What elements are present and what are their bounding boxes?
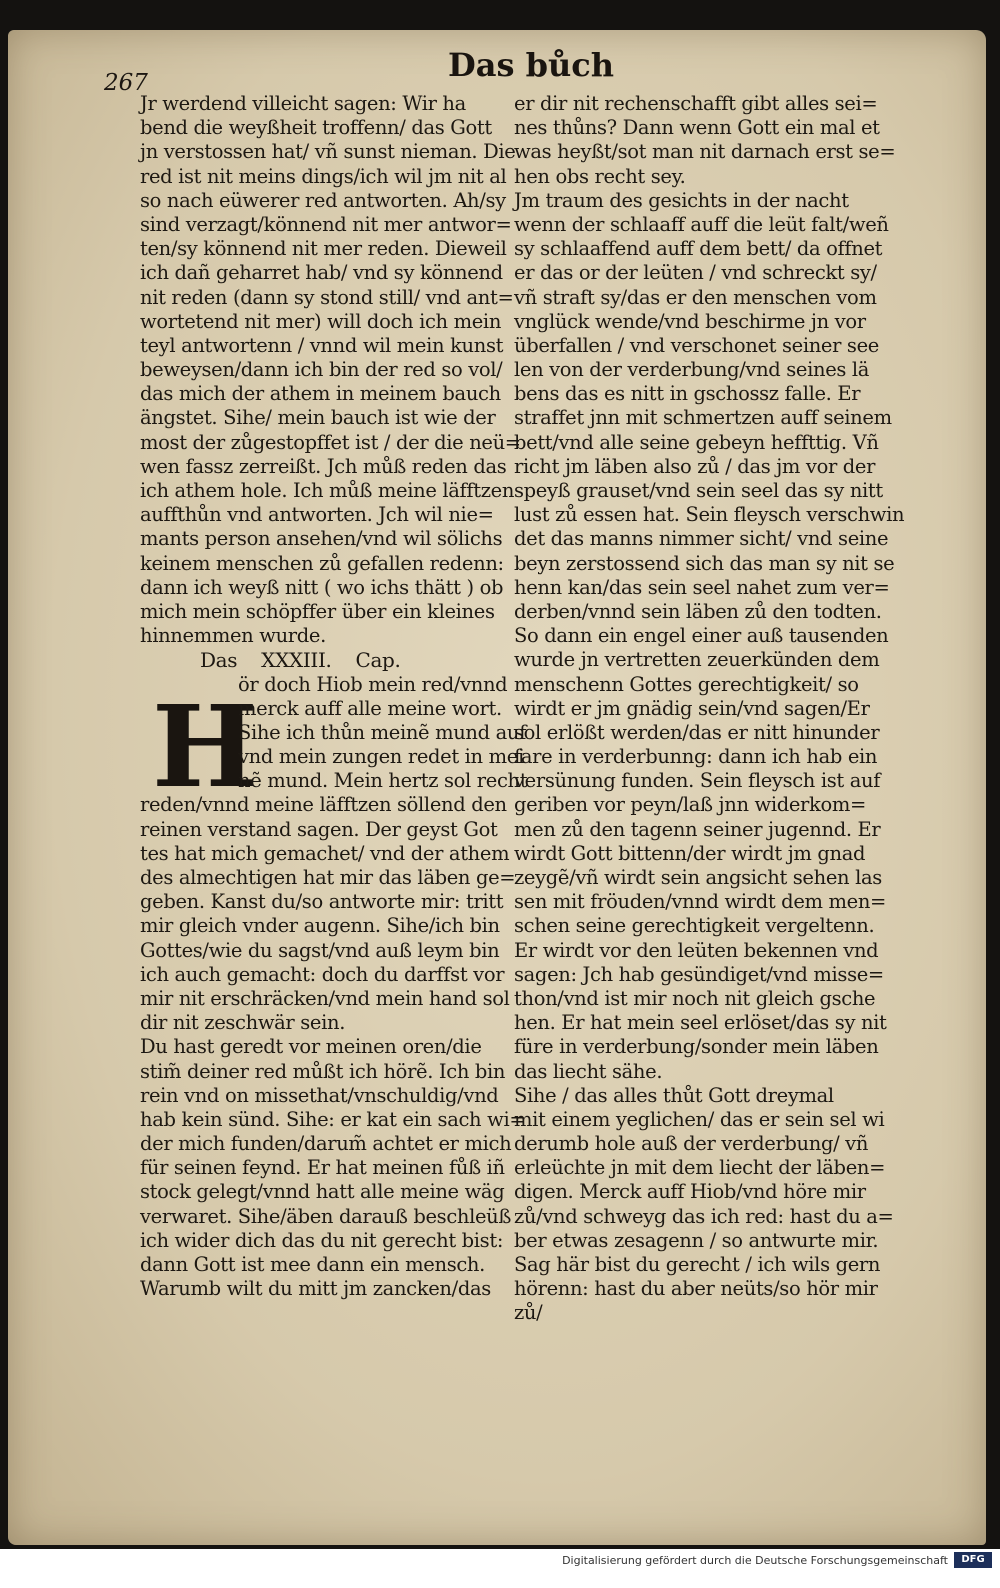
text-line: richt jm läben also zů / das jm vor der	[514, 454, 876, 478]
text-line: digen. Merck auff Hiob/vnd höre mir	[514, 1180, 866, 1204]
text-line: red ist nit meins dings/ich wil jm nit al	[140, 164, 507, 188]
text-line: fare in verderbunng: dann ich hab ein	[514, 745, 878, 769]
right-text-column	[514, 92, 909, 1326]
text-line: speyß grauset/vnd sein seel das sy nitt	[514, 479, 883, 502]
text-line: stock gelegt/vnnd hatt alle meine wäg	[140, 1180, 505, 1204]
text-line: beyn zerstossend sich das man sy nit se	[514, 551, 895, 575]
text-line: er das or der leüten / vnd schreckt sy/	[514, 261, 877, 285]
text-line: merck auff alle meine wort.	[238, 696, 502, 720]
text-line: So dann ein engel einer auß tausenden	[514, 624, 889, 648]
text-line: Jr werdend villeicht sagen: Wir ha	[140, 92, 466, 115]
text-line: der mich funden/darum̃ achtet er mich	[140, 1132, 512, 1156]
text-line: dann ich weyß nitt ( wo ichs thätt ) ob	[140, 575, 504, 599]
text-line: ich athem hole. Ich můß meine läfftzen	[140, 479, 515, 502]
text-line: versünung funden. Sein fleysch ist auf	[514, 769, 881, 793]
text-line: verwaret. Sihe/äben darauß beschleüß	[140, 1204, 512, 1228]
text-line: zů/vnd schweyg das ich red: hast du a=	[514, 1204, 894, 1228]
text-line: straffet jnn mit schmertzen auff seinem	[514, 406, 892, 430]
text-line: tes hat mich gemachet/ vnd der athem	[140, 841, 510, 865]
text-line: was heyßt/sot man nit darnach erst se=	[514, 140, 896, 164]
text-line: sy schlaaffend auff dem bett/ da offnet	[514, 237, 883, 261]
text-line: ten/sy könnend nit mer reden. Dieweil	[140, 237, 507, 261]
text-line: hörenn: hast du aber neüts/so hör mir	[514, 1277, 878, 1301]
text-line: bend die weyßheit troffenn/ das Gott	[140, 116, 492, 140]
text-line: derumb hole auß der verderbung/ vñ	[514, 1132, 869, 1156]
text-line: für seinen feynd. Er hat meinen fůß iñ	[140, 1156, 505, 1180]
text-line: so nach eüwerer red antworten. Ah/sy	[140, 188, 506, 212]
text-line: sol erlößt werden/das er nitt hinunder	[514, 720, 880, 744]
text-line: reden/vnnd meine läfftzen söllend den	[140, 793, 507, 817]
text-line: mit einem yeglichen/ das er sein sel wi	[514, 1107, 885, 1131]
left-text-column	[140, 92, 528, 1301]
text-line: beweysen/dann ich bin der red so vol/	[140, 358, 503, 382]
text-line: ör doch Hiob mein red/vnnd	[238, 672, 508, 696]
text-line: Warumb wilt du mitt jm zancken/das	[140, 1277, 491, 1301]
text-line: keinem menschen zů gefallen redenn:	[140, 551, 504, 575]
text-line: dir nit zeschwär sein.	[140, 1011, 346, 1035]
text-line: vnglück wende/vnd beschirme jn vor	[514, 309, 866, 333]
text-line: Sihe / das alles thůt Gott dreymal	[514, 1083, 834, 1107]
text-line: mich mein schöpffer über ein kleines	[140, 599, 495, 623]
text-line: wurde jn vertretten zeuerkünden dem	[514, 648, 880, 672]
text-line: hinnemmen wurde.	[140, 624, 326, 648]
funding-credit: Digitalisierung gefördert durch die Deutsche Forschungsgemeinschaft	[562, 1554, 948, 1567]
running-title: Das bůch	[448, 46, 615, 84]
text-line: auffthůn vnd antworten. Jch wil nie=	[140, 503, 494, 527]
text-line: mants person ansehen/vnd wil sölichs	[140, 527, 503, 551]
text-line: geben. Kanst du/so antworte mir: tritt	[140, 890, 504, 914]
text-line: henn kan/das sein seel nahet zum ver=	[514, 575, 890, 599]
chapter-heading: Das XXXIII. Cap.	[200, 648, 401, 673]
text-line: des almechtigen hat mir das läben ge=	[140, 866, 516, 889]
text-line: Sihe ich thůn meinẽ mund auf	[238, 720, 526, 744]
text-line: rein vnd on missethat/vnschuldig/vnd	[140, 1083, 499, 1107]
text-line: Jm traum des gesichts in der nacht	[514, 188, 849, 212]
text-line: jn verstossen hat/ vñ sunst nieman. Die	[140, 140, 516, 164]
text-line: men zů den tagenn seiner jugennd. Er	[514, 817, 881, 841]
text-line: hen obs recht sey.	[514, 164, 686, 188]
text-line: erleüchte jn mit dem liecht der läben=	[514, 1156, 886, 1180]
text-line: derben/vnnd sein läben zů den todten.	[514, 599, 882, 623]
text-line: hab kein sünd. Sihe: er kat ein sach wi=	[140, 1107, 526, 1131]
text-line: thon/vnd ist mir noch nit gleich gsche	[514, 986, 876, 1010]
text-line: nit reden (dann sy stond still/ vnd ant=	[140, 285, 514, 309]
dfg-logo: DFG	[954, 1552, 992, 1568]
text-line: Du hast geredt vor meinen oren/die	[140, 1035, 482, 1059]
text-line: schen seine gerechtigkeit vergeltenn.	[514, 914, 875, 938]
text-line: das mich der athem in meinem bauch	[140, 382, 501, 406]
text-line: sen mit fröuden/vnnd wirdt dem men=	[514, 890, 887, 914]
text-line: bens das es nitt in gschossz falle. Er	[514, 382, 861, 406]
text-line: das liecht sähe.	[514, 1059, 663, 1083]
text-line: mir nit erschräcken/vnd mein hand sol	[140, 986, 510, 1010]
text-line: zeygẽ/vñ wirdt sein angsicht sehen las	[514, 866, 882, 889]
text-line: Er wirdt vor den leüten bekennen vnd	[514, 938, 879, 962]
text-line: vnd mein zungen redet in mei	[238, 745, 524, 769]
text-line: nes thůns? Dann wenn Gott ein mal et	[514, 116, 880, 140]
text-line: len von der verderbung/vnd seines lä	[514, 358, 870, 382]
text-line: reinen verstand sagen. Der geyst Got	[140, 817, 498, 841]
text-line: überfallen / vnd verschonet seiner see	[514, 333, 879, 357]
text-line: wirdt er jm gnädig sein/vnd sagen/Er	[514, 696, 870, 720]
text-line: wirdt Gott bittenn/der wirdt jm gnad	[514, 841, 866, 865]
text-line: Sag här bist du gerecht / ich wils gern	[514, 1253, 881, 1276]
text-line: sagen: Jch hab gesündiget/vnd misse=	[514, 962, 884, 986]
text-line: stim̃ deiner red můßt ich hörẽ. Ich bin	[140, 1059, 506, 1083]
text-line: wenn der schlaaff auff die leüt falt/weñ	[514, 212, 889, 236]
text-line: most der zůgestopffet ist / der die neü=	[140, 430, 521, 454]
text-line: er dir nit rechenschafft gibt alles sei=	[514, 92, 878, 115]
text-line: dann Gott ist mee dann ein mensch.	[140, 1253, 485, 1276]
text-line: Gottes/wie du sagst/vnd auß leym bin	[140, 938, 500, 962]
text-line: det das manns nimmer sicht/ vnd seine	[514, 527, 889, 551]
text-line: mir gleich vnder augenn. Sihe/ich bin	[140, 914, 500, 938]
text-line: ängstet. Sihe/ mein bauch ist wie der	[140, 406, 496, 430]
text-line: sind verzagt/könnend nit mer antwor=	[140, 212, 512, 236]
text-line: vñ straft sy/das er den menschen vom	[514, 285, 877, 309]
text-line: geriben vor peyn/laß jnn widerkom=	[514, 793, 867, 817]
text-line: ich auch gemacht: doch du darffst vor	[140, 962, 505, 986]
text-line: wortetend nit mer) will doch ich mein	[140, 309, 502, 333]
text-line: ber etwas zesagenn / so antwurte mir.	[514, 1228, 879, 1252]
text-line: nẽ mund. Mein hertz sol recht	[238, 769, 528, 793]
text-line: lust zů essen hat. Sein fleysch verschwin	[514, 503, 905, 527]
text-line: wen fassz zerreißt. Jch můß reden das	[140, 454, 507, 478]
text-line: bett/vnd alle seine gebeyn heffttig. Vñ	[514, 430, 879, 454]
text-line: ich wider dich das du nit gerecht bist:	[140, 1228, 504, 1252]
text-line: menschenn Gottes gerechtigkeit/ so	[514, 672, 859, 696]
text-line: teyl antwortenn / vnnd wil mein kunst	[140, 333, 504, 357]
page-number: 267	[104, 70, 148, 96]
text-line: hen. Er hat mein seel erlöset/das sy nit	[514, 1011, 887, 1035]
text-line: zů/	[514, 1301, 543, 1325]
text-line: füre in verderbung/sonder mein läben	[514, 1035, 879, 1059]
drop-capital: H	[152, 682, 258, 813]
text-line: ich dañ geharret hab/ vnd sy könnend	[140, 261, 503, 285]
